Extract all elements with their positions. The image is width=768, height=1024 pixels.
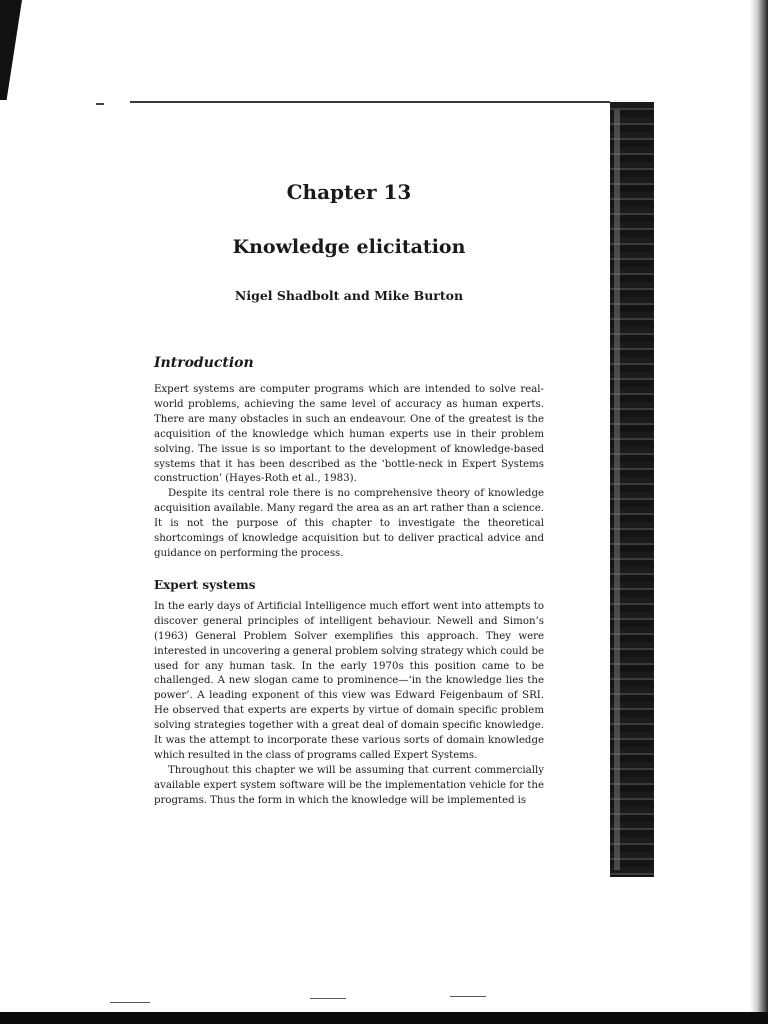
chapter-title: Knowledge elicitation bbox=[232, 236, 466, 258]
section-heading-expert-systems: Expert systems bbox=[154, 577, 256, 592]
paragraph: Expert systems are computer programs which are intended to solve real-world problems, achieving the same level of accuracy as human experts. There are many obstacles in such an endeavour. One of the greatest is the acquisition of the knowledge which human experts use in their problem solving. The issue is so important to the development of knowledge-based systems that it has been described as the ‘bottle-neck in Expert Systems construction’ (Hayes-Roth et al., 1983). bbox=[154, 384, 544, 485]
page-top-edge bbox=[130, 101, 610, 103]
scan-mark bbox=[450, 996, 486, 997]
section-heading-introduction: Introduction bbox=[154, 355, 254, 371]
scan-shadow-left bbox=[0, 0, 22, 100]
chapter-number: Chapter 13 bbox=[286, 180, 412, 204]
scan-mark bbox=[310, 998, 346, 999]
book-page bbox=[154, 180, 544, 809]
scan-mark bbox=[96, 103, 104, 105]
scan-bottom-edge bbox=[0, 1012, 768, 1024]
spine-highlight bbox=[614, 110, 620, 870]
scan-mark bbox=[110, 1002, 150, 1003]
scan-edge-right bbox=[750, 0, 768, 1024]
chapter-authors: Nigel Shadbolt and Mike Burton bbox=[234, 288, 464, 303]
paragraph: In the early days of Artificial Intelligence much effort went into attempts to discover general principles of intelligent behaviour. Newell and Simon’s (1963) General Problem Solver exemplifies this approach. They were interested in uncovering a general problem solving strategy which could be used for any human task. In the early 1970s this position came to be challenged. A new slogan came to prominence—‘in the knowledge lies the power’. A leading exponent of this view was Edward Feigenbaum of SRI. He observed that experts are experts by virtue of domain specific problem solving strategies together with a great deal of domain specific knowledge. It was the attempt to incorporate these various sorts of domain knowledge which resulted in the class of programs called Expert Systems. bbox=[154, 600, 544, 761]
paragraph: Despite its central role there is no comprehensive theory of knowledge acquisition available. Many regard the area as an art rather than a science. It is not the purpose of this chapter to investigate the theoretical shortcomings of knowledge acquisition but to deliver practical advice and guidance on performing the process. bbox=[154, 488, 544, 559]
paragraph: Throughout this chapter we will be assuming that current commercially available expert system software will be the implementation vehicle for the programs. Thus the form in which the knowledge will be implemented is bbox=[154, 764, 544, 806]
